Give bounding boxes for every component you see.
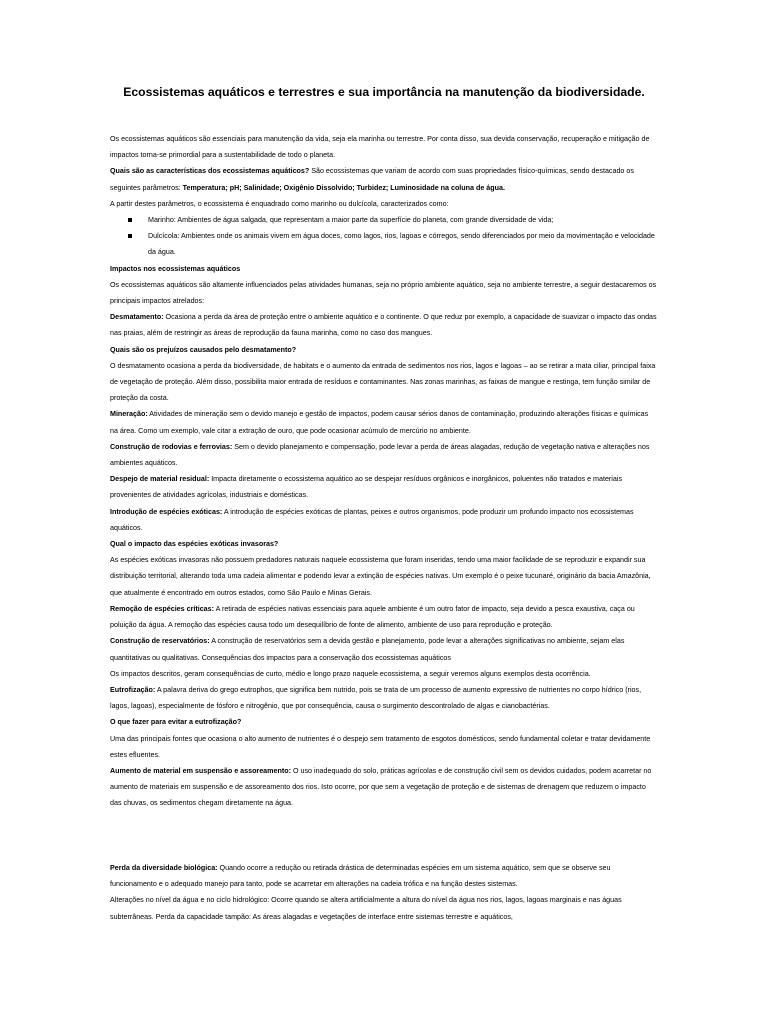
impacts-paragraph: Os ecossistemas aquáticos são altamente influenciados pelas atividades humanas, seja no próprio ambiente aquático, seja no ambiente terrestre, a seguir destacaremos os principais impactos atrelados: xyxy=(110,280,657,306)
consequences-paragraph: Os impactos descritos, geram consequências de curto, médio e longo prazo naquele ecossistema, a seguir veremos alguns exemplos desta ocorrência. xyxy=(110,669,591,678)
impacts-heading: Impactos nos ecossistemas aquáticos xyxy=(110,264,241,273)
critical-species-paragraph: Remoção de espécies críticas: A retirada de espécies nativas essenciais para aquele ambiente é um outro fator de impacto, seja devido a pesca exaustiva, caça ou poluição da água. A remoção das espécies causa todo um desequilíbrio de fonte de alimento, ambiente de uso para reprodução e proteção. xyxy=(110,604,635,630)
mining-heading: Mineração: xyxy=(110,410,148,419)
eutrophication-heading: Eutrofização: xyxy=(110,685,156,694)
exotic-species-heading: Introdução de espécies exóticas: xyxy=(110,507,223,516)
characteristics-paragraph xyxy=(110,163,658,195)
invasive-heading: Qual o impacto das espécies exóticas invasoras? xyxy=(110,540,279,549)
characteristics-text: São ecossistemas que variam de acordo com suas propriedades físico-químicas, sendo destacado os seguintes parâmetros: xyxy=(110,167,634,192)
list-item: Marinho: Ambientes de água salgada, que representam a maior parte da superfície do planeta, com grande diversidade de vida; xyxy=(148,212,658,228)
mining-paragraph: Mineração: Atividades de mineração sem o devido manejo e gestão de impactos, podem causar sérios danos de contaminação, produzindo alterações físicas e químicas na área. Como um exemplo, vale citar a extração de ouro, que pode ocasionar acúmulo de mercúrio no ambiente. xyxy=(110,410,649,435)
reservoirs-heading: Construção de reservatórios: xyxy=(110,637,210,646)
deforestation-heading: Desmatamento: xyxy=(110,313,164,322)
classification-paragraph: A partir destes parâmetros, o ecossistema é enquadrado como marinho ou dulcícola, caracterizados como: xyxy=(110,199,449,208)
biodiversity-loss-paragraph: Perda da diversidade biológica: Quando ocorre a redução ou retirada drástica de determinadas espécies em um sistema aquático, sem que se observe seu funcionamento e o adequado manejo para tanto, pode se acarretar em alterações na cadeia trófica e na função destes sistemas. xyxy=(110,864,611,889)
prevention-paragraph: Uma das principais fontes que ocasiona o alto aumento de nutrientes é o despejo sem tratamento de esgotos domésticos, sendo fundamental coletar e tratar devidamente estes efluentes. xyxy=(110,734,651,759)
document-title: Ecossistemas aquáticos e terrestres e sua importância na manutenção da biodiversidade. xyxy=(123,85,645,99)
prevention-heading: O que fazer para evitar a eutrofização? xyxy=(110,718,242,727)
waste-heading: Despejo de material residual: xyxy=(110,475,210,484)
damages-paragraph: O desmatamento ocasiona a perda da biodiversidade, de habitats e o aumento da entrada de sedimentos nos rios, lagos e lagoas – ao se retirar a mata ciliar, principal faixa de vegetação de proteção. Além disso, possibilita maior entrada de resíduos e contaminantes. Nas zonas marinhas, as faixas de mangue e restinga, tem função similar de proteção da costa. xyxy=(110,361,656,403)
list-item: Dulcícola: Ambientes onde os animais vivem em água doces, como lagos, rios, lagoas e córregos, sendo diferenciados por meio da movimentação e velocidade da água. xyxy=(148,228,658,260)
water-level-paragraph: Alterações no nível da água e no ciclo hidrológico: Ocorre quando se altera artificialmente a altura do nível da água nos rios, lagos, lagoas marginais e nas águas subterrâneas. Perda da capacidade tampão: As áreas alagadas e vegetações de interface entre sistemas terrestre e aquáticos, xyxy=(110,896,622,921)
roads-paragraph: Construção de rodovias e ferrovias: Sem o devido planejamento e compensação, pode levar a perda de áreas alagadas, redução de vegetação nativa e alterações nos ambientes aquáticos. xyxy=(110,442,650,468)
intro-paragraph: Os ecossistemas aquáticos são essenciais para manutenção da vida, seja ela marinha ou terrestre. Por conta disso, sua devida conservação, recuperação e mitigação de impactos torna-se primordial para a sustentabilidade de todo o planeta. xyxy=(110,135,650,160)
eutrophication-paragraph: Eutrofização: A palavra deriva do grego eutrophos, que significa bem nutrido, pois se trata de um processo de aumento expressivo de nutrientes no corpo hídrico (rios, lagos, lagoas), especialmente de fósforo e nitrogênio, que por consequência, causa o surgimento descontrolado de algas e cianobactérias. xyxy=(110,685,642,711)
sedimentation-heading: Aumento de material em suspensão e assoreamento: xyxy=(110,766,291,775)
document-body-continued xyxy=(110,860,658,925)
ecosystem-types-list xyxy=(110,212,658,261)
exotic-species-paragraph: Introdução de espécies exóticas: A introdução de espécies exóticas de plantas, peixes e outros organismos, pode produzir um profundo impacto nos ecossistemas aquáticos. xyxy=(110,507,634,532)
reservoirs-paragraph: Construção de reservatórios: A construção de reservatórios sem a devida gestão e planejamento, pode levar a alterações significativas no ambiente, sejam elas quantitativas ou qualitativas. Consequências dos impactos para a conservação dos ecossistemas aquáticos xyxy=(110,637,625,662)
deforestation-paragraph: Desmatamento: Ocasiona a perda da área de proteção entre o ambiente aquático e o continente. O que reduz por exemplo, a capacidade de suavizar o impacto das ondas nas praias, além de restringir as áreas de reprodução da fauna marinha, como no caso dos mangues. xyxy=(110,313,657,338)
critical-species-heading: Remoção de espécies críticas: xyxy=(110,604,214,613)
damages-heading: Quais são os prejuízos causados pelo desmatamento? xyxy=(110,345,297,354)
waste-paragraph: Despejo de material residual: Impacta diretamente o ecossistema aquático ao se despejar resíduos orgânicos e inorgânicos, poluentes não tratados e materiais provenientes de atividades agrícolas, industriais e domésticas. xyxy=(110,475,623,500)
sedimentation-paragraph: Aumento de material em suspensão e assoreamento: O uso inadequado do solo, práticas agrícolas e de construção civil sem os devidos cuidados, podem acarretar no aumento de materiais em suspensão e de assoreamento dos rios. Isto ocorre, por que sem a vegetação de proteção e de sistemas de drenagem que reduzem o impacto das chuvas, os sedimentos chegam diretamente na água. xyxy=(110,766,652,808)
roads-heading: Construção de rodovias e ferrovias: xyxy=(110,442,233,451)
invasive-paragraph: As espécies exóticas invasoras não possuem predadores naturais naquele ecossistema que foram inseridas, tendo uma maior facilidade de se reproduzir e expandir sua distribuição territorial, alterando toda uma cadeia alimentar e podendo levar a extinção de espécies nativas. Um exemplo é o peixe tucunaré, originário da bacia Amazônia, que atualmente é encontrado em outros estados, como São Paulo e Minas Gerais. xyxy=(110,556,651,597)
characteristics-heading: Quais são as características dos ecossistemas aquáticos? xyxy=(110,167,310,176)
biodiversity-loss-heading: Perda da diversidade biológica: xyxy=(110,864,218,872)
bullet-icon xyxy=(128,234,132,238)
bullet-icon xyxy=(128,218,132,222)
parameters-list: Temperatura; pH; Salinidade; Oxigênio Dissolvido; Turbidez; Luminosidade na coluna de água. xyxy=(182,183,505,192)
document-body xyxy=(110,131,658,812)
